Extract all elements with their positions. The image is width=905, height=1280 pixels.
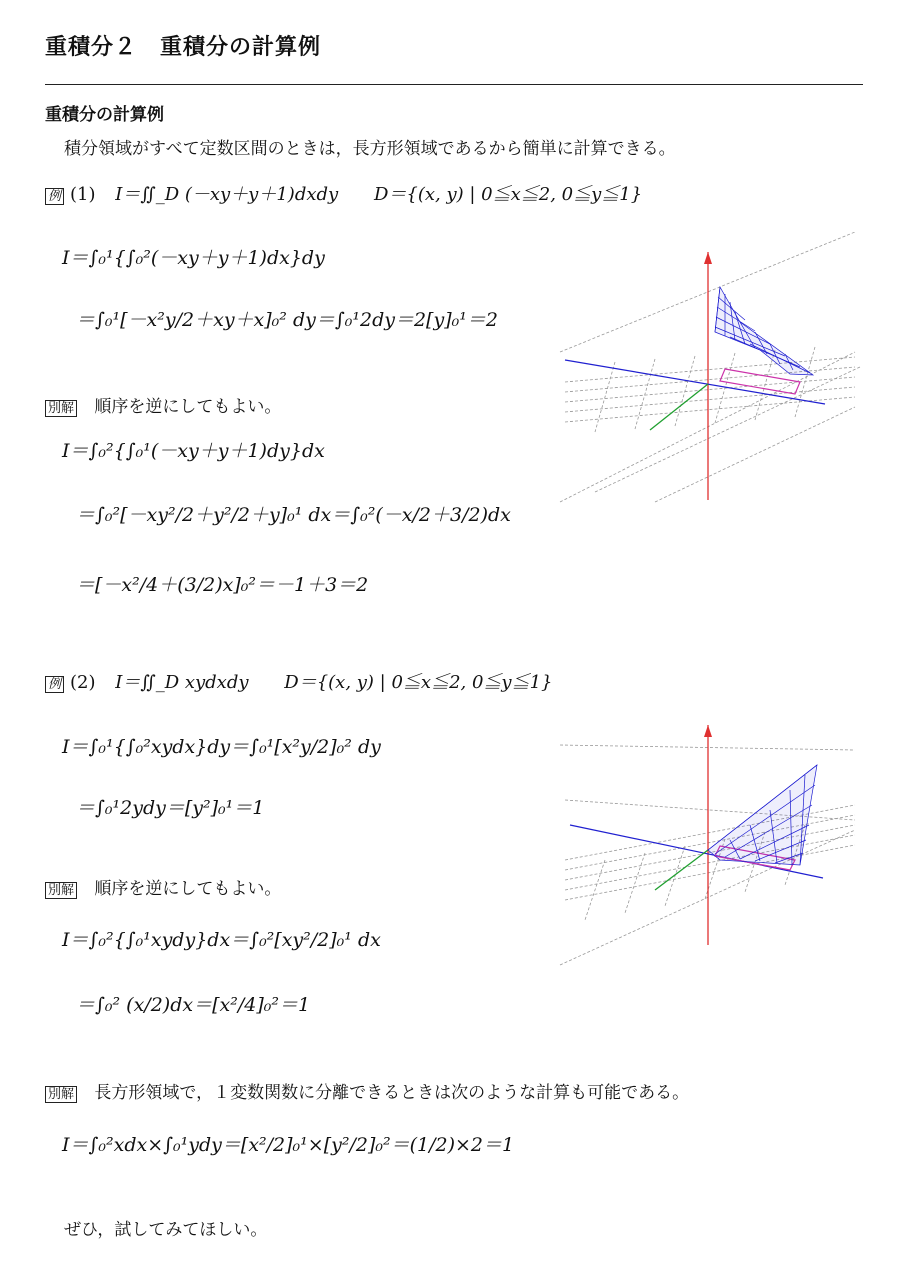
example2-statement [45, 668, 553, 694]
example-tag: 例 [45, 188, 64, 205]
alt-tag: 別解 [45, 1086, 77, 1103]
alt3-text: 長方形領域で，１変数関数に分離できるときは次のような計算も可能である。 [94, 1083, 690, 1103]
example1-statement [45, 180, 642, 206]
example2-number: (2) [70, 672, 96, 693]
section-heading: 重積分の計算例 [45, 105, 164, 125]
example1-domain: D＝{(x, y) | 0≦x≦2, 0≦y≦1} [373, 184, 643, 205]
example1-alt-step-2: ＝∫₀²[－xy²/2＋y²/2＋y]₀¹ dx＝∫₀²(－x/2＋3/2)dx [76, 504, 511, 526]
example1-number: (1) [70, 184, 96, 205]
example1-step-1: I＝∫₀¹{∫₀²(－xy＋y＋1)dx}dy [62, 247, 325, 269]
alt-tag: 別解 [45, 882, 77, 899]
closing-text: ぜひ，試してみてほしい。 [64, 1220, 268, 1240]
example1-integral: I＝∬_D (－xy＋y＋1)dxdy [115, 184, 339, 205]
example2-alt-step-1: I＝∫₀²{∫₀¹xydy}dx＝∫₀²[xy²/2]₀¹ dx [62, 929, 381, 951]
example1-alt-note [45, 392, 281, 417]
alt-tag: 別解 [45, 400, 77, 417]
intro-text: 積分領域がすべて定数区間のときは，長方形領域であるから簡単に計算できる。 [64, 139, 676, 159]
plot1-y-axis [650, 384, 708, 430]
example2-integral: I＝∬_D xydxdy [115, 672, 249, 693]
plot1-z-arrow [704, 252, 712, 264]
example1-step-2: ＝∫₀¹[－x²y/2＋xy＋x]₀² dy＝∫₀¹2dy＝2[y]₀¹＝2 [76, 309, 498, 331]
surface-plot-2 [555, 720, 865, 980]
example1-alt-step-1: I＝∫₀²{∫₀¹(－xy＋y＋1)dy}dx [62, 440, 325, 462]
title-divider [45, 84, 863, 85]
plot2-surface-mesh [708, 765, 817, 865]
example2-step-1: I＝∫₀¹{∫₀²xydx}dy＝∫₀¹[x²y/2]₀² dy [62, 736, 381, 758]
example1-alt-step-3: ＝[－x²/4＋(3/2)x]₀²＝－1＋3＝2 [76, 574, 369, 596]
example1-alt-text: 順序を逆にしてもよい。 [94, 397, 282, 417]
plot2-z-arrow [704, 725, 712, 737]
example2-alt-text: 順序を逆にしてもよい。 [94, 879, 282, 899]
example2-domain: D＝{(x, y) | 0≦x≦2, 0≦y≦1} [284, 672, 553, 693]
surface-plot-1 [555, 232, 865, 512]
page-title: 重積分２ 重積分の計算例 [45, 35, 322, 60]
plot1-surface-mesh [715, 287, 813, 375]
example2-alt-note [45, 874, 281, 899]
alt3-note [45, 1078, 689, 1103]
example2-alt-step-2: ＝∫₀² (x/2)dx＝[x²/4]₀²＝1 [76, 994, 311, 1016]
example2-step-2: ＝∫₀¹2ydy＝[y²]₀¹＝1 [76, 797, 265, 819]
alt3-equation: I＝∫₀²xdx×∫₀¹ydy＝[x²/2]₀¹×[y²/2]₀²＝(1/2)×2＝1 [62, 1134, 515, 1156]
example-tag: 例 [45, 676, 64, 693]
